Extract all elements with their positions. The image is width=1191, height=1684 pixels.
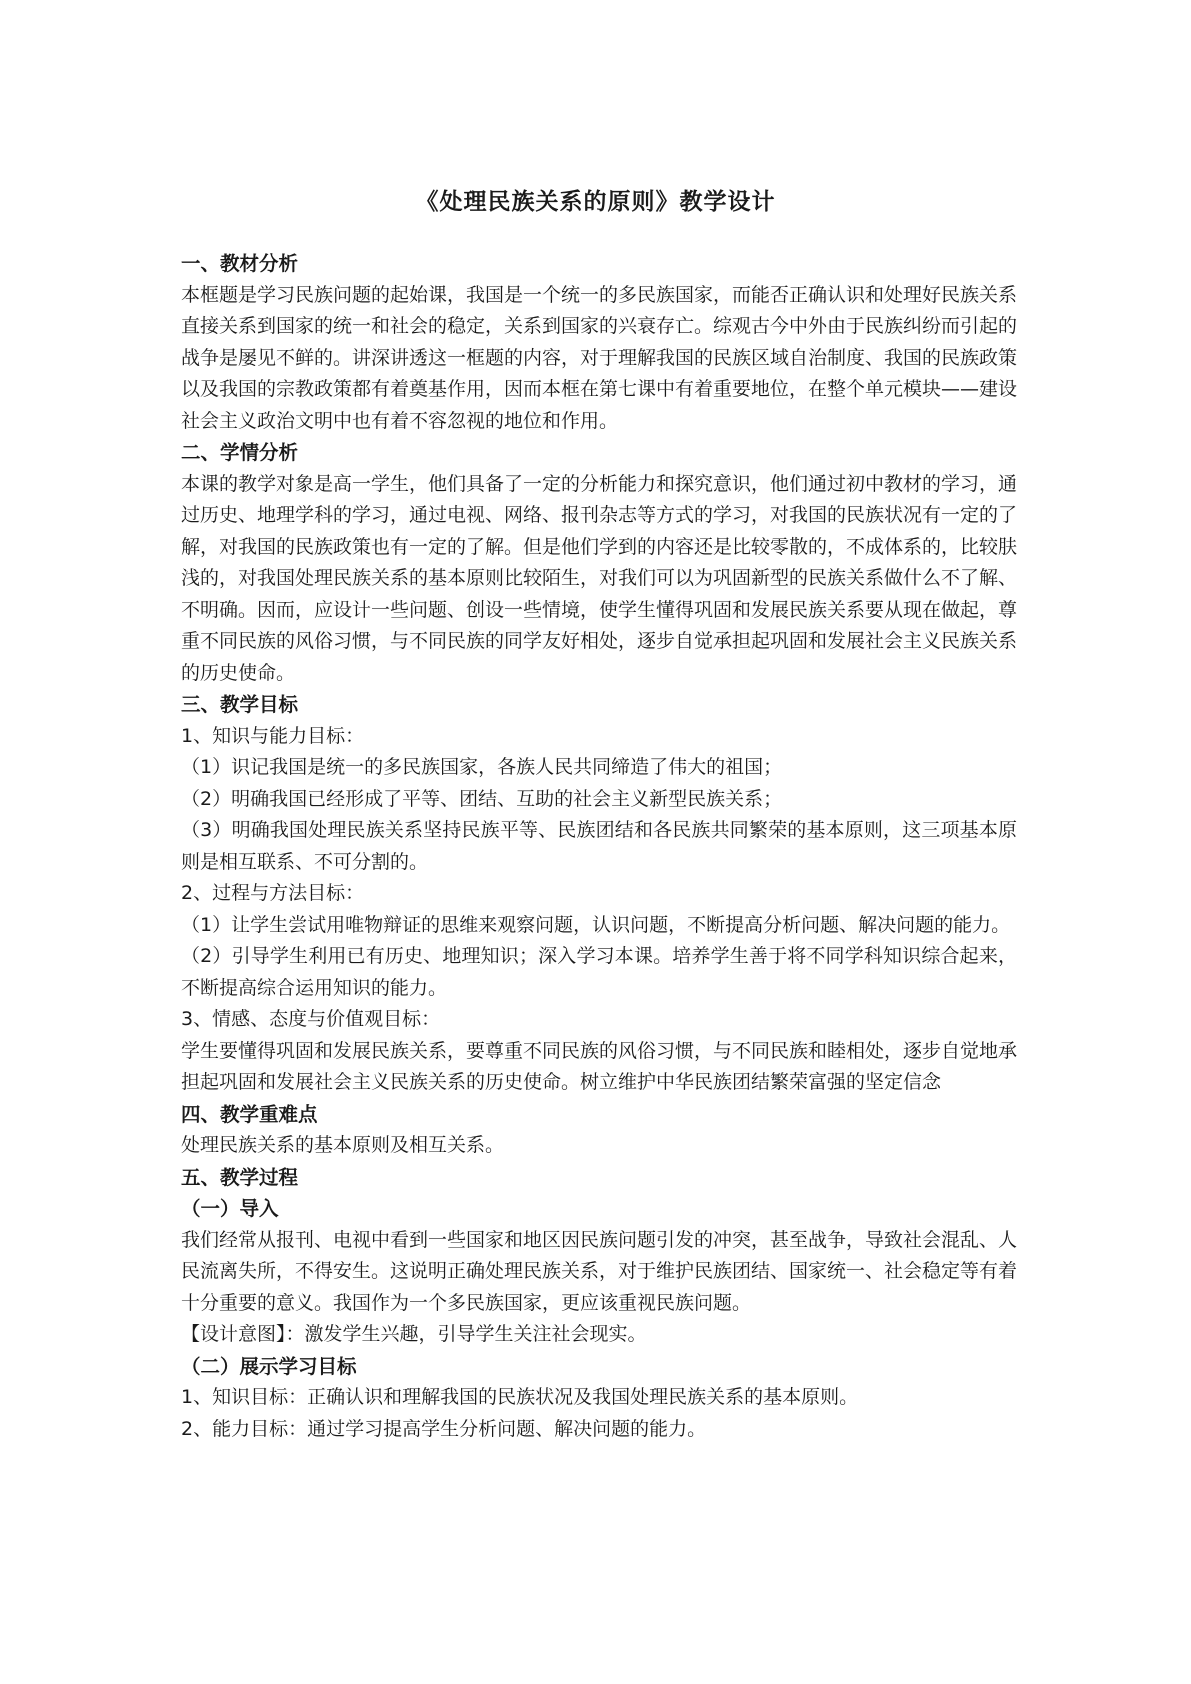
section-heading-textbook-analysis: 一、教材分析: [181, 252, 299, 275]
paragraph-textbook-analysis: 本框题是学习民族问题的起始课，我国是一个统一的多民族国家，而能否正确认识和处理好民族关系直接关系到国家的统一和社会的稳定，关系到国家的兴衰存亡。综观古今中外由于民族纠纷而引起的战争是屡见不鲜的。讲深讲透这一框题的内容，对于理解我国的民族区域自治制度、我国的民族政策以及我国的宗教政策都有着奠基作用，因而本框在第七课中有着重要地位，在整个单元模块——建设社会主义政治文明中也有着不容忽视的地位和作用。: [181, 283, 1018, 432]
goal-process-item-2: （2）引导学生利用已有历史、地理知识；深入学习本课。培养学生善于将不同学科知识综合起来，不断提高综合运用知识的能力。: [181, 945, 1017, 999]
section-heading-key-points: 四、教学重难点: [181, 1102, 318, 1126]
design-intent: 【设计意图】：激发学生兴趣，引导学生关注社会现实。: [181, 1323, 647, 1345]
goal-emotion-heading: 3、情感、态度与价值观目标：: [181, 1008, 441, 1030]
section-heading-teaching-process: 五、教学过程: [181, 1165, 299, 1189]
goal-process-heading: 2、过程与方法目标：: [181, 882, 365, 904]
subheading-learning-goals: （二）展示学习目标: [181, 1354, 357, 1378]
section-heading-student-analysis: 二、学情分析: [181, 441, 299, 464]
paragraph-introduction: 我们经常从报刊、电视中看到一些国家和地区因民族问题引发的冲突，甚至战争，导致社会混乱、人民流离失所，不得安生。这说明正确处理民族关系，对于维护民族团结、国家统一、社会稳定等有着十分重要的意义。我国作为一个多民族国家，更应该重视民族问题。: [181, 1228, 1018, 1314]
learning-goal-knowledge: 1、知识目标：正确认识和理解我国的民族状况及我国处理民族关系的基本原则。: [181, 1386, 859, 1408]
subheading-introduction: （一）导入: [181, 1197, 279, 1220]
goal-knowledge-heading: 1、知识与能力目标：: [181, 724, 365, 747]
goal-emotion-text: 学生要懂得巩固和发展民族关系，要尊重不同民族的风俗习惯，与不同民族和睦相处，逐步自觉地承担起巩固和发展社会主义民族关系的历史使命。树立维护中华民族团结繁荣富强的坚定信念: [181, 1039, 1018, 1093]
goal-knowledge-item-3: （3）明确我国处理民族关系坚持民族平等、民族团结和各民族共同繁荣的基本原则，这三项基本原则是相互联系、不可分割的。: [181, 819, 1017, 873]
goal-process-item-1: （1）让学生尝试用唯物辩证的思维来观察问题，认识问题，不断提高分析问题、解决问题的能力。: [181, 913, 1011, 936]
paragraph-key-points: 处理民族关系的基本原则及相互关系。: [181, 1134, 505, 1156]
document-title: 《处理民族关系的原则》教学设计: [415, 189, 776, 215]
section-heading-teaching-goals: 三、教学目标: [181, 693, 299, 716]
document-body: [181, 248, 1017, 1445]
learning-goal-ability: 2、能力目标：通过学习提高学生分析问题、解决问题的能力。: [181, 1417, 707, 1440]
paragraph-student-analysis: 本课的教学对象是高一学生，他们具备了一定的分析能力和探究意识，他们通过初中教材的学习，通过历史、地理学科的学习，通过电视、网络、报刊杂志等方式的学习，对我国的民族状况有一定的了解，对我国的民族政策也有一定的了解。但是他们学到的内容还是比较零散的，不成体系的，比较肤浅的，对我国处理民族关系的基本原则比较陌生，对我们可以为巩固新型的民族关系做什么不了解、不明确。因而，应设计一些问题、创设一些情境，使学生懂得巩固和发展民族关系要从现在做起，尊重不同民族的风俗习惯，与不同民族的同学友好相处，逐步自觉承担起巩固和发展社会主义民族关系的历史使命。: [181, 472, 1018, 684]
goal-knowledge-item-2: （2）明确我国已经形成了平等、团结、互助的社会主义新型民族关系；: [181, 787, 783, 810]
goal-knowledge-item-1: （1）识记我国是统一的多民族国家，各族人民共同缔造了伟大的祖国；: [181, 756, 783, 778]
